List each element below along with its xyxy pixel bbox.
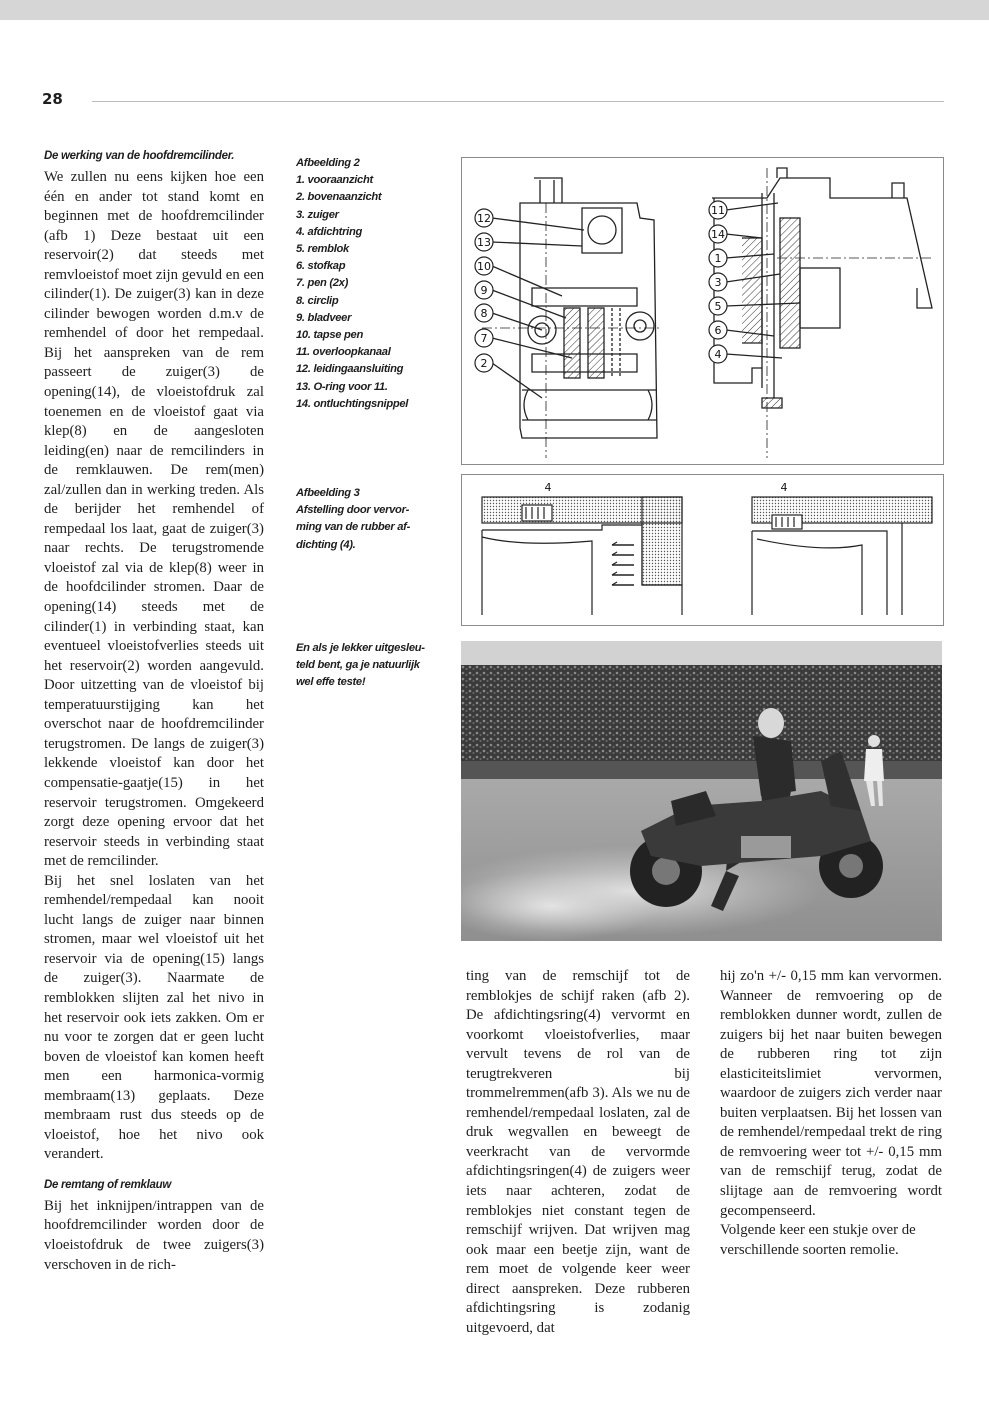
caption-line: wel effe teste! xyxy=(296,676,366,689)
caption-item: 14. ontluchtingsnippel xyxy=(296,397,409,410)
caption-item: 9. bladveer xyxy=(296,311,352,324)
caption-line: teld bent, ga je natuurlijk xyxy=(296,659,420,672)
caption-item: 13. O-ring voor 11. xyxy=(296,380,388,393)
paragraph: Bij het snel loslaten van het remhendel/rempedaal kan nooit lucht langs de zuiger naar binnen stromen, maar wel vloeistof uit het reservoir via de opening(15) langs de zuiger(3). Naarmate de remblokken slijten zal het nivo in het reservoir ook iets zakken. Om er nu voor te zorgen dat er geen lucht boven de vloeistof kan komen heeft men een harmonica-vormig membraam(13) geplaats. Deze membraam rust dus steeds op de vloeistof, hoe het nivo ook verandert. xyxy=(44,872,264,1163)
callout-label: 5 xyxy=(714,300,722,313)
figure-2-brake-caliper-drawing xyxy=(461,157,944,465)
scan-top-band xyxy=(0,0,989,20)
caption-item: 7. pen (2x) xyxy=(296,277,349,290)
column-1 xyxy=(44,150,264,1275)
caption-item: 6. stofkap xyxy=(296,260,346,273)
caption-item: 12. leidingaansluiting xyxy=(296,363,404,376)
caption-figure-2 xyxy=(296,155,438,413)
callout-label: 3 xyxy=(714,276,722,289)
callout-label: 10 xyxy=(477,260,491,273)
page-number: 28 xyxy=(42,90,63,108)
caption-title: Afbeelding 3 xyxy=(296,487,360,499)
caption-item: 5. remblok xyxy=(296,243,349,256)
callout-label: 13 xyxy=(477,236,491,249)
section-heading-hoofdremcilinder: De werking van de hoofdremcilinder. xyxy=(44,150,235,162)
callout-label: 2 xyxy=(480,357,488,370)
figure-3-seal-deformation-drawing xyxy=(461,474,944,626)
callout-label: 14 xyxy=(711,228,725,241)
callout-label: 11 xyxy=(711,204,725,217)
callout-label: 4 xyxy=(714,348,722,361)
paragraph: Bij het inknijpen/intrappen van de hoofdremcilinder worden door de vloeistofdruk de twee zuigers(3) verschoven in de rich- xyxy=(44,1197,264,1273)
callout-label: 7 xyxy=(480,332,488,345)
caption-line: ming van de rubber af- xyxy=(296,521,410,534)
seal-label: 4 xyxy=(780,481,788,494)
caption-item: 8. circlip xyxy=(296,294,339,307)
seal-label: 4 xyxy=(544,481,552,494)
caption-line: dichting (4). xyxy=(296,538,356,551)
caption-item: 10. tapse pen xyxy=(296,329,363,342)
caption-item: 2. bovenaanzicht xyxy=(296,191,382,204)
caption-figure-3 xyxy=(296,485,438,554)
caption-line: En als je lekker uitgesleu- xyxy=(296,642,425,654)
column-2 xyxy=(466,967,690,1338)
paragraph: ting van de remschijf tot de remblokjes de schijf raken (afb 2). De afdichtingsring(4) vervormt en voorkomt vloeistofverlies, maar vervult tevens de rol van de terugtrekveren bij trommelremmen(afb 3). Als we nu de remhendel/rempedaal loslaten, zal de druk wegvallen en beweegt de veerkracht van de vervormde afdichtingsringen(4) de zuigers weer iets naar achteren, zodat de remblokjes niet constant tegen de remschijf wrijven. Dat wrijven mag ook maar een beetje zijn, want de rem moet de volgende keer weer direct aanspreken. Deze rubberen afdichtingsring is zodanig uitgevoerd, dat xyxy=(466,968,690,1336)
callout-label: 9 xyxy=(480,284,488,297)
section-heading-remklauw: De remtang of remklauw xyxy=(44,1178,171,1191)
header-rule xyxy=(92,101,944,102)
caption-item: 3. zuiger xyxy=(296,208,339,221)
callout-label: 6 xyxy=(714,324,722,337)
column-3 xyxy=(720,967,942,1260)
caption-item: 1. vooraanzicht xyxy=(296,174,373,187)
caption-item: 11. overloopkanaal xyxy=(296,346,391,359)
caption-line: Afstelling door vervor- xyxy=(296,504,410,517)
photo-motorcycle-burnout xyxy=(461,641,942,941)
callout-label: 8 xyxy=(480,307,488,320)
callout-label: 12 xyxy=(477,212,491,225)
callout-label: 1 xyxy=(714,252,722,265)
paragraph: Volgende keer een stukje over de verschillende soorten remolie. xyxy=(720,1222,916,1258)
paragraph: hij zo'n +/- 0,15 mm kan vervormen. Wanneer de remvoering op de remblokken dunner wordt, zullen de zuigers bij het naar buiten bewegen de rubberen ring tot zijn elasticiteitslimiet vervormen, waardoor de zuigers zich verder naar buiten verplaatsen. Bij het lossen van de remhendel/rempedaal trekt de ring de remvoering weer tot +/- 0,15 mm van de remschijf terug, zodat de slijtage aan de remvoering wordt gecompenseerd. xyxy=(720,968,942,1219)
caption-item: 4. afdichtring xyxy=(296,225,363,238)
paragraph: We zullen nu eens kijken hoe een één en ander tot stand komt en beginnen met de hoofdremcilinder (afb 1) Deze bestaat uit een reservoir(2) dat steeds met remvloeistof moet zijn gevuld en een cilinder(1). De zuiger(3) kan in deze cilinder bewogen worden d.m.v de remhendel of door het rempedaal. Bij het aanspreken van de rem passeert de zuiger(3) de opening(14), de vloeistofdruk zal toenemen en de vloeistof gaat via klep(8) en de aangesloten leiding(en) naar de remcilinders in de remklauwen. De rem(men) zal/zullen dan in werking treden. Als de berijder het remhendel of rempedaal los laat, gaat de zuiger(3) naar rechts. De terugstromende vloeistof zal via de klep(8) weer in de hoofdcilinder stromen. Daar de opening(14) steeds met de cilinder(1) in verbinding staat, kan eventueel vloeistofverlies steeds uit het reservoir(2) worden aangevuld. Door uitzetting van de vloeistof bij temperatuurstijging kan het overschot naar de hoofdremcilinder terugstromen. De langs de zuiger(3) lekkende vloeistof kan door het compensatie-gaatje(15) in het reservoir terugstromen. Omgekeerd zorgt deze opening ervoor dat het reservoir steeds in verbinding staat met de remcilinder. xyxy=(44,169,264,870)
caption-photo xyxy=(296,640,438,692)
caption-title: Afbeelding 2 xyxy=(296,157,360,169)
